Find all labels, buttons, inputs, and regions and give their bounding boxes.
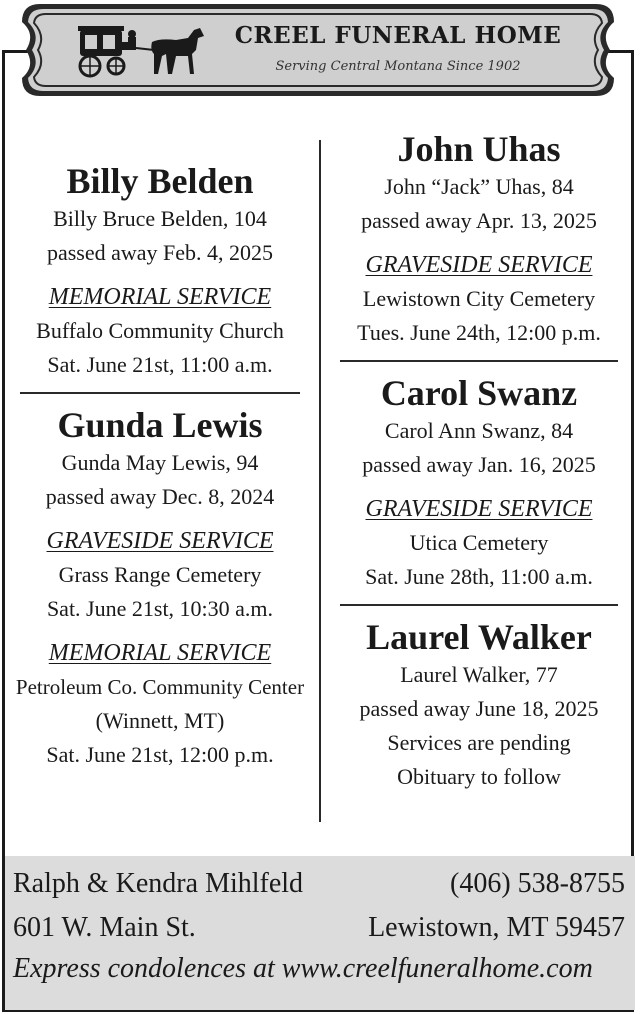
section-divider bbox=[340, 360, 618, 362]
deceased-name: Laurel Walker bbox=[366, 617, 592, 657]
section-divider bbox=[340, 604, 618, 606]
obituary-note: Obituary to follow bbox=[397, 764, 561, 789]
header-banner bbox=[18, 0, 618, 100]
service-type: MEMORIAL SERVICE bbox=[48, 640, 272, 666]
column-divider bbox=[319, 140, 321, 822]
obituary-entry bbox=[8, 404, 312, 772]
left-column bbox=[8, 160, 312, 772]
service-time: Sat. June 28th, 11:00 a.m. bbox=[365, 564, 593, 589]
service-location: Buffalo Community Church bbox=[36, 318, 284, 343]
full-name-age: Laurel Walker, 77 bbox=[400, 662, 558, 687]
service-location: Petroleum Co. Community Center bbox=[15, 675, 305, 699]
service-location: Lewistown City Cemetery bbox=[362, 286, 596, 311]
service-type: MEMORIAL SERVICE bbox=[48, 284, 272, 310]
footer-contact bbox=[5, 856, 635, 1010]
service-type: GRAVESIDE SERVICE bbox=[365, 496, 593, 522]
condolences-website[interactable]: Express condolences at www.creelfuneralhome.com bbox=[13, 953, 593, 984]
date-of-passing: passed away Jan. 16, 2025 bbox=[362, 452, 596, 477]
deceased-name: Billy Belden bbox=[66, 161, 254, 201]
obituary-entry bbox=[330, 128, 628, 350]
deceased-name: Gunda Lewis bbox=[57, 405, 263, 445]
full-name-age: Carol Ann Swanz, 84 bbox=[384, 418, 574, 443]
service-location-detail: (Winnett, MT) bbox=[95, 708, 225, 733]
service-type: GRAVESIDE SERVICE bbox=[46, 528, 274, 554]
right-column bbox=[330, 128, 628, 794]
brand-name: CREEL FUNERAL HOME bbox=[234, 22, 562, 49]
deceased-name: Carol Swanz bbox=[380, 373, 578, 413]
street-address: 601 W. Main St. bbox=[13, 912, 196, 943]
date-of-passing: passed away Feb. 4, 2025 bbox=[46, 240, 274, 265]
phone-number[interactable]: (406) 538-8755 bbox=[450, 868, 625, 899]
full-name-age: Billy Bruce Belden, 104 bbox=[53, 206, 267, 231]
obituary-entry bbox=[330, 616, 628, 794]
section-divider bbox=[20, 392, 300, 394]
services-note: Services are pending bbox=[387, 730, 571, 755]
horse-carriage-icon bbox=[76, 24, 208, 78]
service-type: GRAVESIDE SERVICE bbox=[365, 252, 593, 278]
obituary-entry bbox=[330, 372, 628, 594]
deceased-name: John Uhas bbox=[397, 129, 561, 169]
brand-tagline: Serving Central Montana Since 1902 bbox=[275, 59, 521, 74]
service-time: Sat. June 21st, 11:00 a.m. bbox=[47, 352, 273, 377]
owners-name: Ralph & Kendra Mihlfeld bbox=[13, 868, 304, 899]
city-state-zip: Lewistown, MT 59457 bbox=[368, 912, 625, 943]
date-of-passing: passed away Apr. 13, 2025 bbox=[361, 208, 597, 233]
service-location: Grass Range Cemetery bbox=[58, 562, 262, 587]
full-name-age: John “Jack” Uhas, 84 bbox=[384, 174, 574, 199]
obituary-entry bbox=[8, 160, 312, 382]
date-of-passing: passed away June 18, 2025 bbox=[359, 696, 599, 721]
service-time: Sat. June 21st, 10:30 a.m. bbox=[46, 596, 274, 621]
full-name-age: Gunda May Lewis, 94 bbox=[61, 450, 259, 475]
service-time: Tues. June 24th, 12:00 p.m. bbox=[357, 320, 601, 345]
service-time: Sat. June 21st, 12:00 p.m. bbox=[46, 742, 274, 767]
service-location: Utica Cemetery bbox=[409, 530, 549, 555]
date-of-passing: passed away Dec. 8, 2024 bbox=[45, 484, 275, 509]
